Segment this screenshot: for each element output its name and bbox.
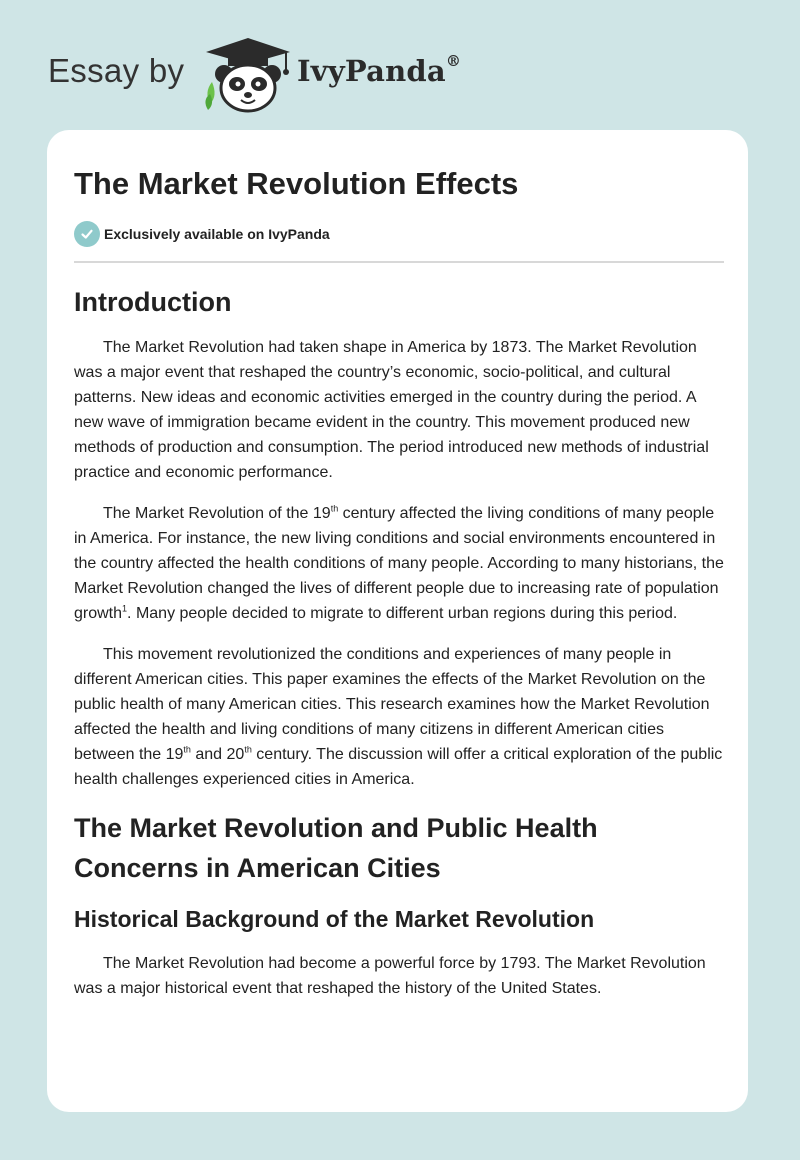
introduction-heading: Introduction — [74, 287, 232, 317]
paragraph-4: The Market Revolution had become a powerful force by 1793. The Market Revolution was a major historical event that reshaped the history of the United States. — [74, 955, 706, 997]
section-heading: The Market Revolution and Public Health Concerns in American Cities — [74, 813, 598, 883]
exclusive-badge — [74, 221, 330, 247]
paragraph-3-text-b: and 20 — [190, 746, 245, 763]
article-body — [74, 280, 724, 1001]
paragraph-3 — [74, 642, 724, 792]
footnote-link[interactable]: 1 — [122, 603, 128, 614]
paragraph-2-text-a: The Market Revolution of the 19 — [103, 505, 331, 522]
exclusive-badge-text: Exclusively available on IvyPanda — [104, 226, 330, 242]
paragraph-1: The Market Revolution had taken shape in America by 1873. The Market Revolution was a major event that reshaped the country’s economic, socio-political, and cultural patterns. New ideas and economic activities emerged in the country during the period. A new wave of immigration became evident in the country. This movement produced new methods of production and consumption. The period introduced new methods of industrial practice and economic performance. — [74, 339, 709, 481]
registered-mark: ® — [445, 52, 462, 70]
check-circle-icon — [74, 221, 100, 247]
brand-logo[interactable] — [297, 54, 461, 88]
page-title: The Market Revolution Effects — [74, 166, 519, 201]
essay-card — [47, 130, 748, 1112]
paragraph-3-text-a: This movement revolutionized the conditions and experiences of many people in different American cities. This paper examines the effects of the Market Revolution on the public health of many American cities. This research examines how the Market Revolution affected the health and living conditions of many citizens in different American cities between the 19 — [74, 646, 710, 763]
ordinal-suffix: th — [330, 503, 339, 514]
panda-graduation-cap-icon[interactable] — [202, 34, 294, 114]
essay-by-label: Essay by — [48, 52, 185, 89]
title-divider — [74, 261, 724, 263]
paragraph-2-text-b: century affected the living conditions of many people in America. For instance, the new living conditions and social environments encountered in the country affected the health conditions of many people. According to many historians, the Market Revolution changed the lives of different people due to increasing rate of population growth — [74, 505, 724, 622]
subsection-heading: Historical Background of the Market Revolution — [74, 906, 595, 932]
ordinal-suffix: th — [183, 744, 191, 755]
ordinal-suffix: th — [244, 744, 252, 755]
site-header — [48, 28, 748, 116]
paragraph-2-text-c: . Many people decided to migrate to different urban regions during this period. — [127, 605, 678, 622]
paragraph-3-text-c: century. The discussion will offer a critical exploration of the public health challenges experienced cities in America. — [74, 746, 723, 788]
brand-name: IvyPanda — [297, 54, 446, 88]
paragraph-2 — [74, 501, 724, 626]
